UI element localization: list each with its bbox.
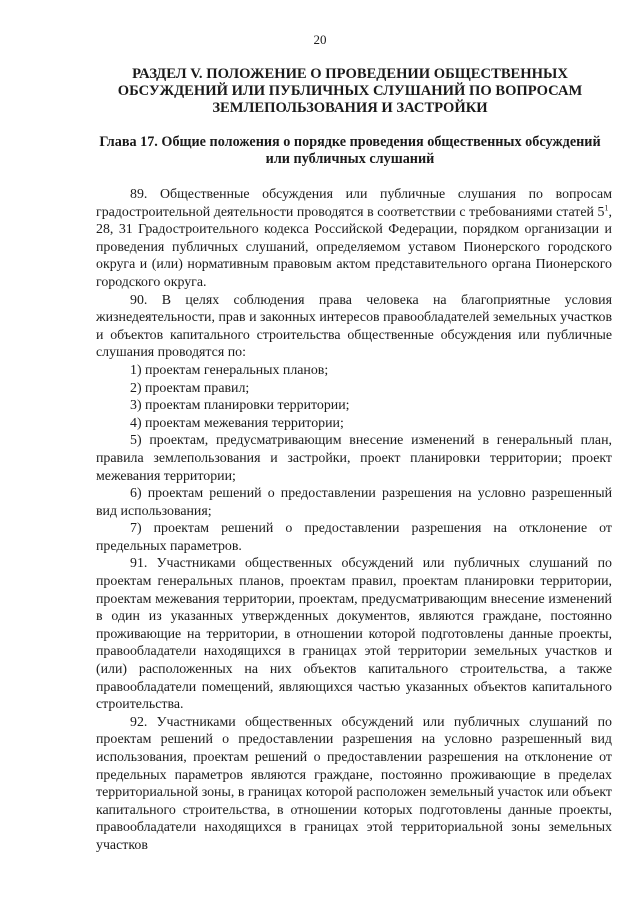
- list-item: 6) проектам решений о предоставлении разрешения на условно разрешенный вид использования;: [96, 486, 612, 519]
- paragraph-91: 91. Участниками общественных обсуждений или публичных слушаний по проектам генеральных планов, проектам правил, проектам планировки территории, проектам межевания территории, проектам, предусматривающим внесение изменений в один из указанных утвержденных документов, являются граждане, постоянно проживающие на территории, в отношении которой подготовлены данные проекты, правообладатели находящихся в границах этой территории земельных участков и (или) расположенных на них объектов капитального строительства, а также правообладатели помещений, являющихся частью указанных объектов капитального строительства.: [96, 556, 612, 713]
- list-item: 2) проектам правил;: [130, 380, 250, 396]
- document-body: [96, 186, 612, 855]
- list-item: 4) проектам межевания территории;: [130, 415, 344, 431]
- list-item: 3) проектам планировки территории;: [130, 398, 350, 414]
- section-heading: РАЗДЕЛ V. ПОЛОЖЕНИЕ О ПРОВЕДЕНИИ ОБЩЕСТВЕННЫХ ОБСУЖДЕНИЙ ИЛИ ПУБЛИЧНЫХ СЛУШАНИЙ ПО ВОПРОСАМ ЗЕМЛЕПОЛЬЗОВАНИЯ И ЗАСТРОЙКИ: [117, 66, 583, 116]
- chapter-heading: Глава 17. Общие положения о порядке проведения общественных обсуждений или публичных слушаний: [99, 134, 601, 167]
- page-number: 20: [313, 32, 327, 47]
- list-item: 7) проектам решений о предоставлении разрешения на отклонение от предельных параметров.: [96, 521, 612, 554]
- paragraph-89: [96, 186, 612, 292]
- paragraph-89-part-a: 89. Общественные обсуждения или публичные слушания по вопросам градостроительной деятельности проводятся в соответствии с требованиями статей 5: [96, 187, 612, 220]
- list-item: 5) проектам, предусматривающим внесение изменений в генеральный план, правила землепользования и застройки, проект планировки территории; проект межевания территории;: [96, 433, 612, 484]
- paragraph-92: 92. Участниками общественных обсуждений или публичных слушаний по проектам решений о предоставлении разрешения на условно разрешенный вид использования, проектам решений о предоставлении разрешения на отклонение от предельных параметров являются граждане, постоянно проживающие в пределах территориальной зоны, в границах которой расположен земельный участок или объект капитального строительства, в отношении которых подготовлены данные проекты, правообладатели находящихся в границах этой территориальной зоны земельных участков: [96, 714, 612, 853]
- list-item: 1) проектам генеральных планов;: [130, 362, 329, 378]
- paragraph-89-part-b: , 28, 31 Градостроительного кодекса Российской Федерации, порядком организации и проведения публичных слушаний, определяемом уставом Пионерского городского округа и (или) нормативным правовым актом представительного органа Пионерского городского округа.: [96, 204, 612, 290]
- paragraph-90: 90. В целях соблюдения права человека на благоприятные условия жизнедеятельности, прав и законных интересов правообладателей земельных участков и объектов капитального строительства общественные обсуждения или публичные слушания проводятся по:: [96, 292, 612, 361]
- article-superscript: 1: [604, 202, 609, 212]
